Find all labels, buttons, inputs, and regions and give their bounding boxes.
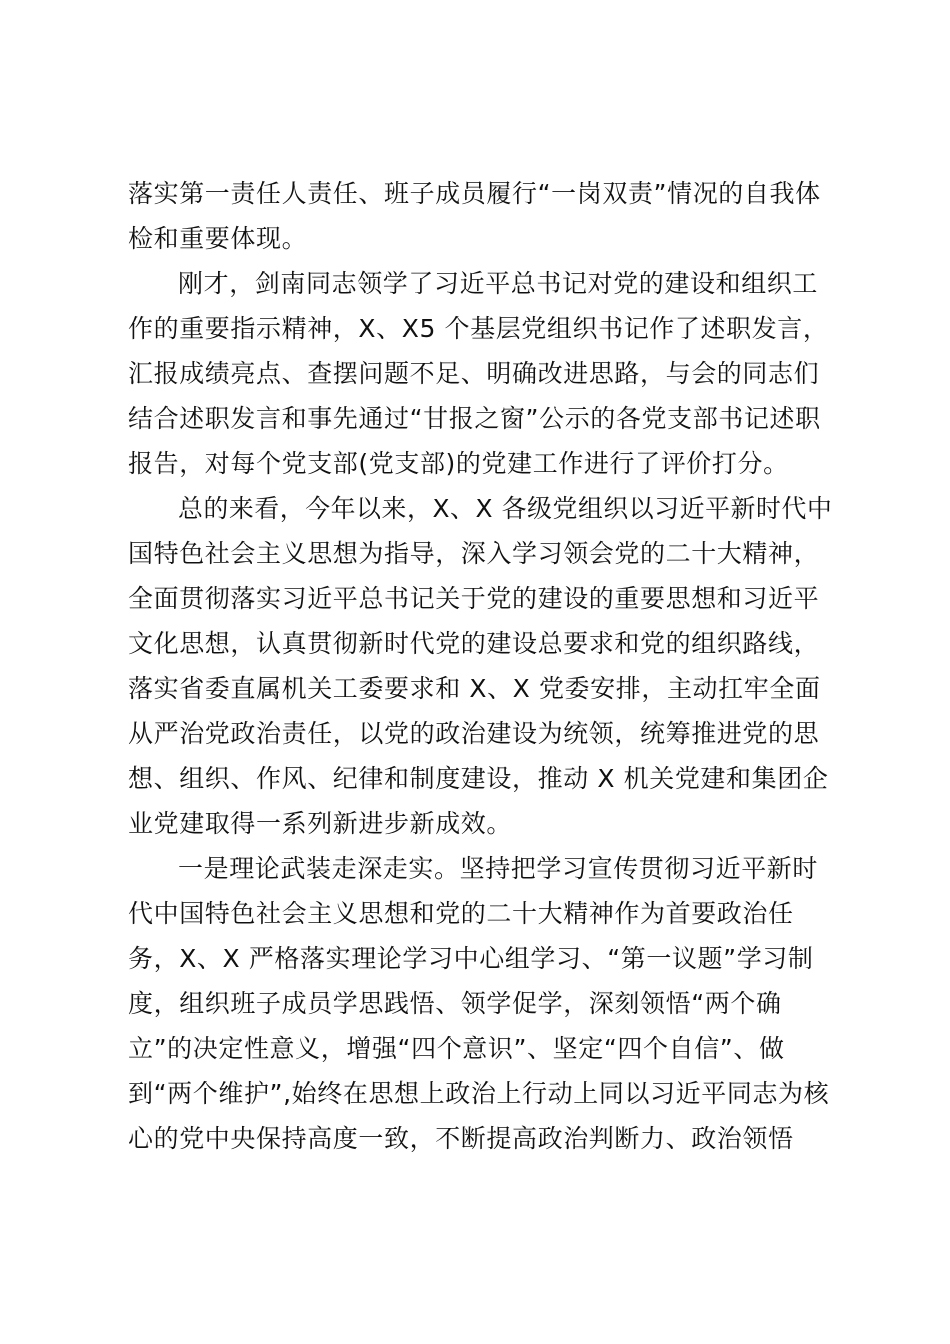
text-line: 检和重要体现。: [128, 224, 308, 253]
paragraph-start-line: 刚才，剑南同志领学了习近平总书记对党的建设和组织工: [178, 269, 819, 298]
text-line: 国特色社会主义思想为指导，深入学习领会党的二十大精神，: [128, 539, 820, 568]
paragraph-start-line: 总的来看，今年以来，X、X 各级党组织以习近平新时代中: [178, 494, 833, 523]
text-line: 结合述职发言和事先通过“甘报之窗”公示的各党支部书记述职: [128, 404, 821, 433]
text-line: 汇报成绩亮点、查摆问题不足、明确改进思路，与会的同志们: [128, 359, 820, 388]
text-line: 到“两个维护”,始终在思想上政治上行动上同以习近平同志为核: [128, 1079, 830, 1108]
text-line: 从严治党政治责任，以党的政治建设为统领，统筹推进党的思: [128, 719, 820, 748]
text-line: 报告，对每个党支部(党支部)的党建工作进行了评价打分。: [128, 449, 789, 478]
text-line: 文化思想，认真贯彻新时代党的建设总要求和党的组织路线，: [128, 629, 820, 658]
text-line: 业党建取得一系列新进步新成效。: [128, 809, 513, 838]
text-line: 代中国特色社会主义思想和党的二十大精神作为首要政治任: [128, 899, 794, 928]
text-line: 立”的决定性意义，增强“四个意识”、坚定“四个自信”、做: [128, 1034, 785, 1063]
text-line: 想、组织、作风、纪律和制度建设，推动 X 机关党建和集团企: [128, 764, 829, 793]
text-line: 落实省委直属机关工委要求和 X、X 党委安排，主动扛牢全面: [128, 674, 821, 703]
paragraph-start-line: 一是理论武装走深走实。坚持把学习宣传贯彻习近平新时: [178, 854, 819, 883]
text-line: 度，组织班子成员学思践悟、领学促学，深刻领悟“两个确: [128, 989, 782, 1018]
text-line: 落实第一责任人责任、班子成员履行“一岗双责”情况的自我体: [128, 179, 821, 208]
text-line: 心的党中央保持高度一致，不断提高政治判断力、政治领悟: [128, 1124, 794, 1153]
text-line: 务，X、X 严格落实理论学习中心组学习、“第一议题”学习制: [128, 944, 814, 973]
text-line: 作的重要指示精神，X、X5 个基层党组织书记作了述职发言，: [128, 314, 829, 343]
text-line: 全面贯彻落实习近平总书记关于党的建设的重要思想和习近平: [128, 584, 820, 613]
